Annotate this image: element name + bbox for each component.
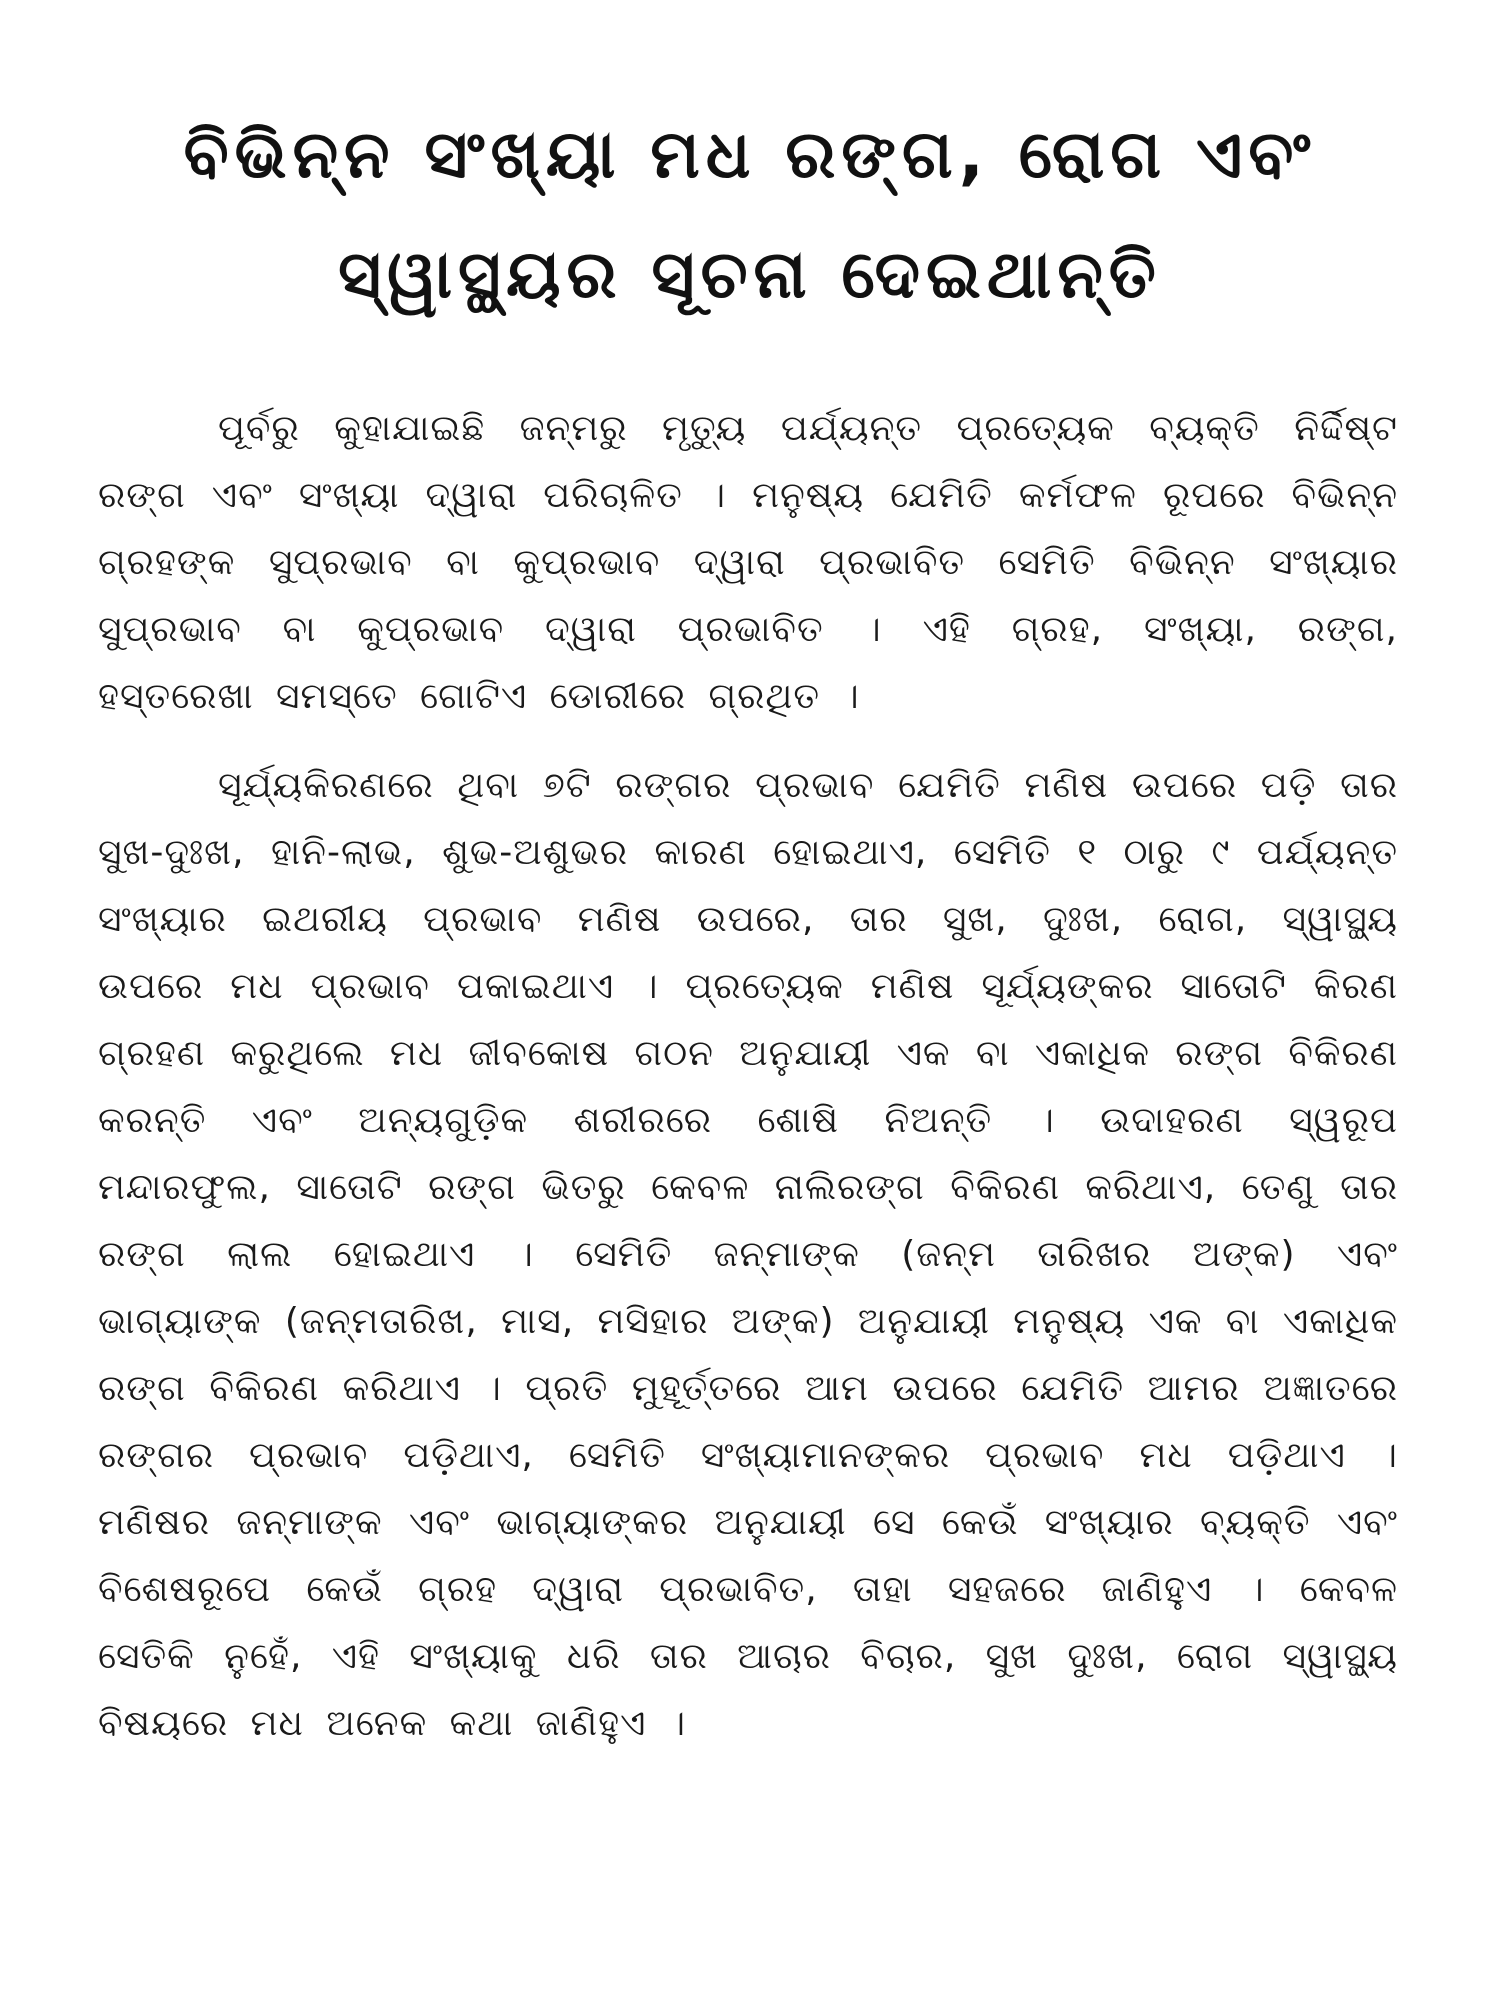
- paragraph-2: ସୂର୍ଯ୍ୟକିରଣରେ ଥିବା ୭ଟି ରଙ୍ଗର ପ୍ରଭାବ ଯେମିତି ମଣିଷ ଉପରେ ପଡ଼ି ତାର ସୁଖ-ଦୁଃଖ, ହାନି-ଲାଭ, ଶୁଭ-ଅଶୁଭର କାରଣ ହୋଇଥାଏ, ସେମିତି ୧ ଠାରୁ ୯ ପର୍ଯ୍ୟନ୍ତ ସଂଖ୍ୟାର ଇଥରୀୟ ପ୍ରଭାବ ମଣିଷ ଉପରେ, ତାର ସୁଖ, ଦୁଃଖ, ରୋଗ, ସ୍ୱାସ୍ଥ୍ୟ ଉପରେ ମଧ ପ୍ରଭାବ ପକାଇଥାଏ । ପ୍ରତ୍ୟେକ ମଣିଷ ସୂର୍ଯ୍ୟଙ୍କର ସାତୋଟି କିରଣ ଗ୍ରହଣ କରୁଥିଲେ ମଧ ଜୀବକୋଷ ଗଠନ ଅନୁଯାୟୀ ଏକ ବା ଏକାଧିକ ରଙ୍ଗ ବିକିରଣ କରନ୍ତି ଏବଂ ଅନ୍ୟଗୁଡ଼ିକ ଶରୀରରେ ଶୋଷି ନିଅନ୍ତି । ଉଦାହରଣ ସ୍ୱରୂପ ମନ୍ଦାରଫୁଲ, ସାତୋଟି ରଙ୍ଗ ଭିତରୁ କେବଳ ନାଲିରଙ୍ଗ ବିକିରଣ କରିଥାଏ, ତେଣୁ ତାର ରଙ୍ଗ ଲାଲ ହୋଇଥାଏ । ସେମିତି ଜନ୍ମାଙ୍କ (ଜନ୍ମ ତାରିଖର ଅଙ୍କ) ଏବଂ ଭାଗ୍ୟାଙ୍କ (ଜନ୍ମତାରିଖ, ମାସ, ମସିହାର ଅଙ୍କ) ଅନୁଯାୟୀ ମନୁଷ୍ୟ ଏକ ବା ଏକାଧିକ ରଙ୍ଗ ବିକିରଣ କରିଥାଏ । ପ୍ରତି ମୁହୂର୍ତ୍ତରେ ଆମ ଉପରେ ଯେମିତି ଆମର ଅଜ୍ଞାତରେ ରଙ୍ଗର ପ୍ରଭାବ ପଡ଼ିଥାଏ, ସେମିତି ସଂଖ୍ୟାମାନଙ୍କର ପ୍ରଭାବ ମଧ ପଡ଼ିଥାଏ । ମଣିଷର ଜନ୍ମାଙ୍କ ଏବଂ ଭାଗ୍ୟାଙ୍କର ଅନୁଯାୟୀ ସେ କେଉଁ ସଂଖ୍ୟାର ବ୍ୟକ୍ତି ଏବଂ ବିଶେଷରୂପେ କେଉଁ ଗ୍ରହ ଦ୍ୱାରା ପ୍ରଭାବିତ, ତାହା ସହଜରେ ଜାଣିହୁଏ । କେବଳ ସେତିକି ନୁହେଁ, ଏହି ସଂଖ୍ୟାକୁ ଧରି ତାର ଆଚାର ବିଚାର, ସୁଖ ଦୁଃଖ, ରୋଗ ସ୍ୱାସ୍ଥ୍ୟ ବିଷୟରେ ମଧ ଅନେକ କଥା ଜାଣିହୁଏ ।: [98, 765, 1398, 1744]
- article-body: [98, 395, 1398, 1757]
- paragraph-1: ପୂର୍ବରୁ କୁହାଯାଇଛି ଜନ୍ମରୁ ମୃତ୍ୟୁ ପର୍ଯ୍ୟନ୍ତ ପ୍ରତ୍ୟେକ ବ୍ୟକ୍ତି ନିର୍ଦ୍ଦିଷ୍ଟ ରଙ୍ଗ ଏବଂ ସଂଖ୍ୟା ଦ୍ୱାରା ପରିଚାଳିତ । ମନୁଷ୍ୟ ଯେମିତି କର୍ମଫଳ ରୂପରେ ବିଭିନ୍ନ ଗ୍ରହଙ୍କ ସୁପ୍ରଭାବ ବା କୁପ୍ରଭାବ ଦ୍ୱାରା ପ୍ରଭାବିତ ସେମିତି ବିଭିନ୍ନ ସଂଖ୍ୟାର ସୁପ୍ରଭାବ ବା କୁପ୍ରଭାବ ଦ୍ୱାରା ପ୍ରଭାବିତ । ଏହି ଗ୍ରହ, ସଂଖ୍ୟା, ରଙ୍ଗ, ହସ୍ତରେଖା ସମସ୍ତେ ଗୋଟିଏ ଡୋରୀରେ ଗ୍ରଥିତ ।: [98, 408, 1398, 717]
- title-line-1: ବିଭିନ୍ନ ସଂଖ୍ୟା ମଧ ରଙ୍ଗ, ରୋଗ ଏବଂ: [183, 116, 1317, 193]
- page-title: [100, 95, 1400, 335]
- title-line-2: ସ୍ୱାସ୍ଥ୍ୟର ସୂଚନା ଦେଇଥାନ୍ତି: [338, 236, 1162, 313]
